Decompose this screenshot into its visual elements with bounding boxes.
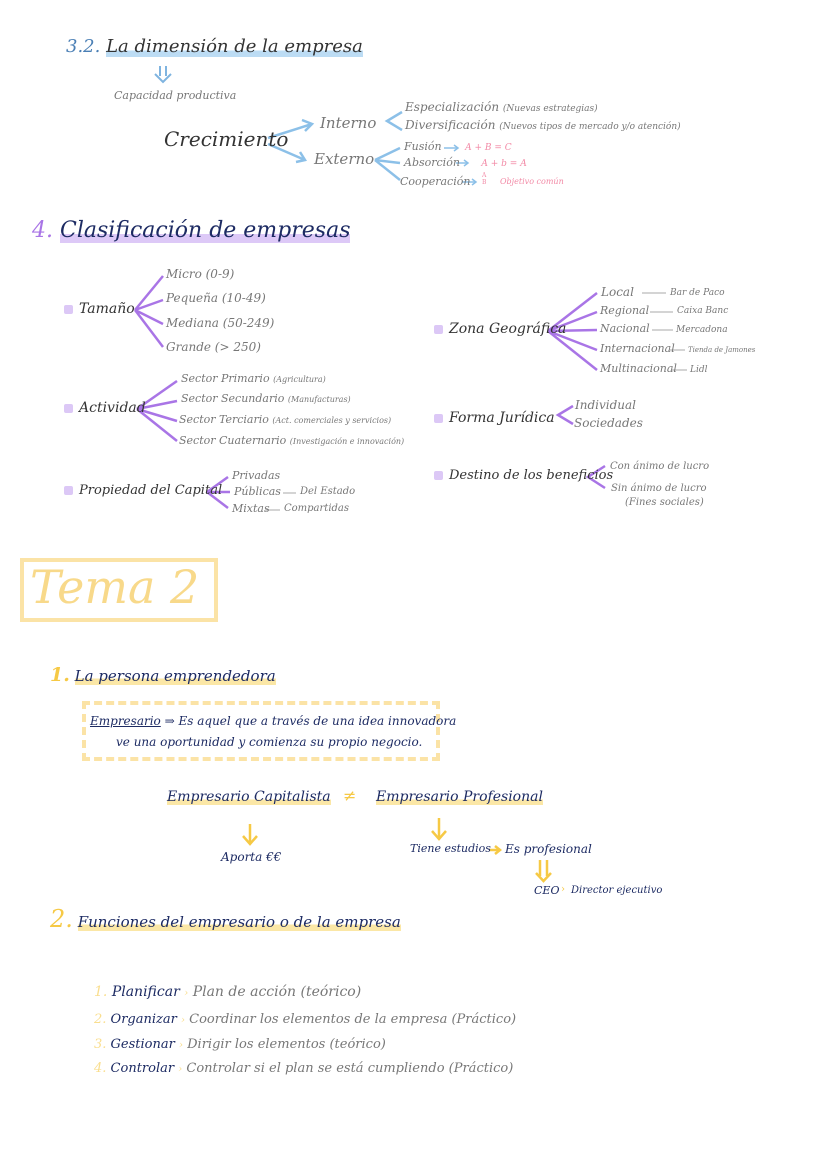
- section-title: Clasificación de empresas: [60, 218, 351, 243]
- geo-example: Caixa Banc: [677, 306, 729, 316]
- ceo-meaning: Director ejecutivo: [571, 885, 663, 896]
- external-item-2: Absorción A + b = A: [404, 156, 527, 169]
- profits-item: Con ánimo de lucro: [610, 461, 710, 472]
- capital-item-note: Compartidas: [284, 503, 350, 514]
- definition-term: Empresario: [90, 714, 161, 728]
- geo-item: Internacional: [600, 342, 675, 355]
- section-number: 4.: [32, 218, 53, 243]
- size-item: Mediana (50-249): [166, 316, 275, 330]
- bullet-icon: [64, 305, 73, 314]
- function-row: 3. Gestionar › Dirigir los elementos (teórico): [94, 1037, 386, 1052]
- section-3-2-heading: [66, 36, 363, 57]
- legal-item: Individual: [575, 398, 637, 412]
- bullet-icon: [434, 471, 443, 480]
- geo-item: Local: [601, 285, 634, 299]
- geo-item: Regional: [600, 304, 650, 317]
- interno-brace: [387, 112, 402, 130]
- function-row: 1. Planificar › Plan de acción (teórico): [94, 984, 362, 1000]
- geo-item: Nacional: [600, 322, 650, 335]
- ceo-arrow-icon: ›: [561, 884, 565, 895]
- professional-note-1: Tiene estudios: [410, 842, 491, 855]
- capital-item: Públicas: [234, 485, 281, 498]
- section-title: La persona emprendedora: [74, 667, 276, 685]
- capitalist-note: Aporta €€: [221, 850, 282, 864]
- definition-box: [82, 701, 440, 761]
- bullet-icon: [434, 325, 443, 334]
- external-label: Externo: [314, 150, 375, 168]
- bullet-icon: [64, 486, 73, 495]
- section-title: La dimensión de la empresa: [106, 36, 363, 57]
- section-number: 1.: [50, 664, 70, 686]
- bullet-icon: [434, 414, 443, 423]
- cooperation-objective: Objetivo común: [500, 177, 564, 186]
- double-down-arrow-icon: [155, 66, 171, 82]
- definition-line-2: ve una oportunidad y comienza su propio negocio.: [116, 735, 423, 749]
- capitalist-label: Empresario Capitalista: [167, 789, 331, 805]
- size-group-label: Tamaño: [64, 301, 135, 317]
- function-row: 4. Controlar › Controlar si el plan se está cumpliendo (Práctico): [94, 1061, 514, 1076]
- growth-label: Crecimiento: [164, 127, 289, 151]
- internal-item-1: Especialización (Nuevas estrategias): [405, 100, 598, 114]
- function-row: 2. Organizar › Coordinar los elementos de la empresa (Práctico): [94, 1012, 517, 1027]
- geo-group-label: Zona Geográfica: [434, 321, 566, 337]
- capacity-label: Capacidad productiva: [114, 89, 237, 102]
- professional-label: Empresario Profesional: [376, 789, 543, 805]
- definition-line-1: Empresario ⇒ Es aquel que a través de una idea innovadora: [90, 714, 457, 728]
- internal-label: Interno: [320, 114, 377, 132]
- section-number: 2.: [50, 905, 73, 933]
- profits-item: Sin ánimo de lucro: [611, 483, 707, 494]
- activity-item: Sector Primario (Agricultura): [181, 372, 326, 385]
- activity-item: Sector Secundario (Manufacturas): [181, 392, 351, 405]
- geo-example: Lidl: [690, 365, 708, 375]
- not-equal-sign: ≠: [343, 786, 357, 805]
- externo-brace: [375, 148, 400, 180]
- capital-group-label: Propiedad del Capital: [64, 483, 222, 498]
- geo-example: Tienda de Jamones: [688, 346, 756, 354]
- activity-item: Sector Terciario (Act. comerciales y servicios): [179, 413, 392, 426]
- section-2-heading: [50, 905, 401, 933]
- geo-example: Mercadona: [676, 325, 728, 335]
- legal-brace: [558, 406, 573, 424]
- size-branches: [135, 276, 163, 347]
- activity-group-label: Actividad: [64, 400, 146, 416]
- external-item-3: Cooperación: [400, 175, 471, 188]
- capital-item: Privadas: [232, 469, 281, 482]
- external-item-1: Fusión A + B = C: [404, 140, 512, 153]
- section-title: Funciones del empresario o de la empresa: [77, 913, 401, 931]
- bullet-icon: [64, 404, 73, 413]
- internal-item-2: Diversificación (Nuevos tipos de mercado y/o atención): [405, 118, 681, 132]
- legal-item: Sociedades: [574, 416, 643, 430]
- size-item: Grande (> 250): [166, 340, 261, 354]
- size-item: Pequeña (10-49): [166, 291, 266, 305]
- section-4-heading: [32, 218, 350, 243]
- section-number: 3.2.: [66, 36, 101, 57]
- capital-item: Mixtas: [232, 502, 270, 515]
- activity-item: Sector Cuaternario (Investigación e innovación): [179, 434, 405, 447]
- profits-group-label: Destino de los beneficios: [434, 468, 613, 483]
- capital-item-note: Del Estado: [300, 486, 356, 497]
- ceo-label: CEO: [534, 884, 560, 897]
- profits-item: (Fines sociales): [625, 497, 704, 508]
- legal-group-label: Forma Jurídica: [434, 410, 555, 426]
- geo-example: Bar de Paco: [670, 288, 725, 298]
- cooperation-formula: A B: [482, 172, 487, 186]
- professional-note-2: Es profesional: [505, 842, 592, 856]
- tema-title: Tema 2: [30, 560, 200, 614]
- size-item: Micro (0-9): [166, 267, 235, 281]
- section-1-heading: [50, 664, 276, 686]
- geo-item: Multinacional: [600, 362, 677, 375]
